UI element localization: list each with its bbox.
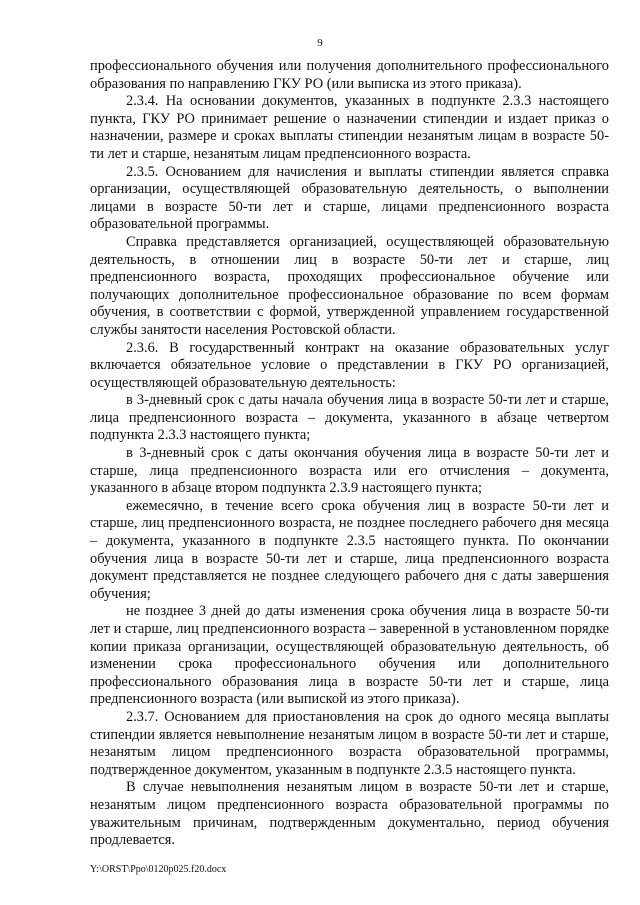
footer-file-path: Y:\ORST\Ppo\0120p025.f20.docx — [90, 864, 227, 875]
list-item-monthly: ежемесячно, в течение всего срока обучения лиц в возрасте 50-ти лет и старше, лиц предпенсионного возраста, не позднее последнего рабочего дня месяца – документа, указанного в подпункте 2.3.5 настоящего пункта. По окончании обучения лица в возрасте 50-ти лет и старше, лица предпенсионного возраста документ представляется не позднее следующего рабочего дня с даты завершения обучения; — [90, 497, 609, 602]
document-body — [90, 58, 609, 850]
list-item-end-of-training: в 3-дневный срок с даты окончания обучения лица в возрасте 50-ти лет и старше, лица предпенсионного возраста или его отчисления – документа, указанного в абзаце втором подпункта 2.3.9 настоящего пункта; — [90, 445, 609, 497]
paragraph-continuation: профессионального обучения или получения дополнительного профессионального образования по направлению ГКУ РО (или выписка из этого приказа). — [90, 58, 609, 92]
list-item-start-of-training: в 3-дневный срок с даты начала обучения лица в возрасте 50-ти лет и старше, лица предпенсионного возраста – документа, указанного в абзаце четвертом подпункта 2.3.3 настоящего пункта; — [90, 392, 609, 444]
list-item-term-change: не позднее 3 дней до даты изменения срока обучения лица в возрасте 50-ти лет и старше, лиц предпенсионного возраста – заверенной в установленном порядке копии приказа организации, осуществляющей образовательную деятельность, об изменении срока профессионального обучения или дополнительного профессионального образования лица в возрасте 50-ти лет и старше, лица предпенсионного возраста (или выпиской из этого приказа). — [90, 603, 609, 708]
paragraph-2-3-4: 2.3.4. На основании документов, указанных в подпункте 2.3.3 настоящего пункта, ГКУ РО принимает решение о назначении стипендии и издает приказ о назначении, размере и сроках выплаты стипендии незанятым лицам в возрасте 50-ти лет и старше, незанятым лицам предпенсионного возраста. — [90, 93, 609, 162]
paragraph-extension: В случае невыполнения незанятым лицом в возрасте 50-ти лет и старше, незанятым лицом предпенсионного возраста образовательной программы по уважительным причинам, подтвержденным документально, период обучения продлевается. — [90, 779, 609, 849]
page-number: 9 — [317, 37, 323, 49]
paragraph-2-3-7: 2.3.7. Основанием для приостановления на срок до одного месяца выплаты стипендии является невыполнение незанятым лицом в возрасте 50-ти лет и старше, незанятым лицом предпенсионного возраста образовательной программы, подтвержденное документом, указанным в подпункте 2.3.5 настоящего пункта. — [90, 708, 609, 778]
paragraph-2-3-5: 2.3.5. Основанием для начисления и выплаты стипендии является справка организации, осуществляющей образовательную деятельность, о выполнении лицами в возрасте 50-ти лет и старше, лицами предпенсионного возраста образовательной программы. — [90, 163, 609, 233]
paragraph-2-3-6: 2.3.6. В государственный контракт на оказание образовательных услуг включается обязательное условие о представлении в ГКУ РО организацией, осуществляющей образовательную деятельность: — [90, 339, 609, 391]
paragraph-certificate: Справка представляется организацией, осуществляющей образовательную деятельность, в отношении лиц в возрасте 50-ти лет и старше, лиц предпенсионного возраста, проходящих профессиональное обучение или получающих дополнительное профессиональное образование по всем формам обучения, в соответствии с формой, утвержденной управлением государственной службы занятости населения Ростовской области. — [90, 233, 609, 338]
